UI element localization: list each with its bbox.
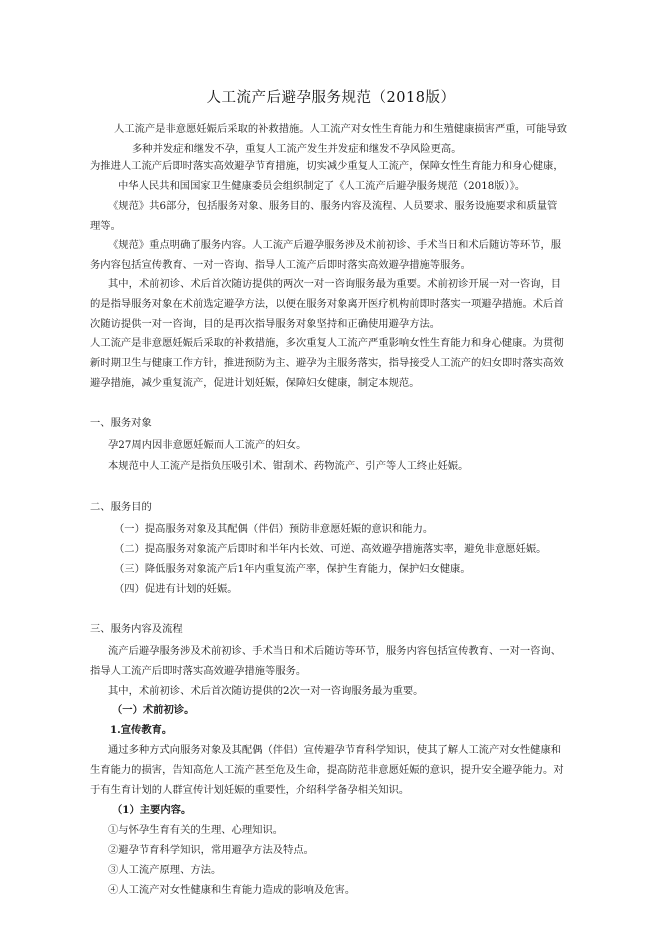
section1-line1: 孕27周内因非意愿妊娠而人工流产的妇女。 [108,439,307,451]
section3-item3: ③人工流产原理、方法。 [108,864,222,876]
intro-p2-line1: 为推进人工流产后即时落实高效避孕节育措施，切实减少重复人工流产，保障女性生育能力和身心健康， [90,160,564,172]
intro-p6-line1: 人工流产是非意愿妊娠后采取的补救措施，多次重复人工流产严重影响女性生育能力和身心健康。为贯彻 [90,337,564,349]
section3-p2: 其中，术前初诊、术后首次随访提供的2次一对一咨询服务最为重要。 [108,685,424,697]
section3-sub1: （一）术前初诊。 [112,704,195,716]
intro-p3-line1: 《规范》共6部分，包括服务对象、服务目的、服务内容及流程、人员要求、服务设施要求和质量管 [108,200,558,212]
section1-line2: 本规范中人工流产是指负压吸引术、钳刮术、药物流产、引产等人工终止妊娠。 [108,460,469,472]
intro-p2-line2: 中华人民共和国国家卫生健康委员会组织制定了《人工流产后避孕服务规范（2018版）》。 [118,180,526,192]
section3-heading: 三、服务内容及流程 [90,623,183,635]
section2-item3: （三）降低服务对象流产后1年内重复流产率，保护生育能力，保护妇女健康。 [114,563,471,575]
intro-p1-line1: 人工流产是非意愿妊娠后采取的补救措施。人工流产对女性生育能力和生殖健康损害严重，可能导致 [114,123,568,135]
section3-p3-line3: 于有生育计划的人群宣传计划妊娠的重要性，介绍科学备孕相关知识。 [90,784,410,796]
intro-p1-line2: 多种并发症和继发不孕，重复人工流产发生并发症和继发不孕风险更高。 [132,143,462,155]
section3-item2: ②避孕节育科学知识，常用避孕方法及特点。 [108,844,314,856]
section3-p3-line2: 生育能力的损害，告知高危人工流产甚至危及生命，提高防范非意愿妊娠的意识，提升安全避孕能力。对 [90,764,564,776]
section3-sub1-1: 1.宣传教育。 [110,724,173,736]
intro-p6-line2: 新时期卫生与健康工作方针，推进预防为主、避孕为主服务落实，指导接受人工流产的妇女即时落实高效 [90,357,564,369]
section1-heading: 一、服务对象 [90,417,152,429]
document-title: 人工流产后避孕服务规范（2018版） [206,90,456,106]
section2-item1: （一）提高服务对象及其配偶（伴侣）预防非意愿妊娠的意识和能力。 [114,523,434,535]
section2-item4: （四）促进有计划的妊娠。 [114,583,238,595]
intro-p3-line2: 理等。 [90,220,121,232]
section3-p1-line2: 指导人工流产后即时落实高效避孕措施等服务。 [90,665,307,677]
section3-sub-main: （1）主要内容。 [112,804,192,816]
section3-p3-line1: 通过多种方式向服务对象及其配偶（伴侣）宣传避孕节育科学知识，使其了解人工流产对女性健康和 [108,744,562,756]
section2-heading: 二、服务目的 [90,501,152,513]
section3-item1: ①与怀孕生育有关的生理、心理知识。 [108,824,284,836]
section3-p1-line1: 流产后避孕服务涉及术前初诊、手术当日和术后随访等环节，服务内容包括宣传教育、一对一咨询、 [108,645,562,657]
intro-p5-line1: 其中，术前初诊、术后首次随访提供的两次一对一咨询服务最为重要。术前初诊开展一对一咨询，目 [108,278,562,290]
intro-p6-line3: 避孕措施，减少重复流产，促进计划妊娠，保障妇女健康，制定本规范。 [90,377,420,389]
intro-p4-line2: 务内容包括宣传教育、一对一咨询、指导人工流产后即时落实高效避孕措施等服务。 [90,259,471,271]
intro-p4-line1: 《规范》重点明确了服务内容。人工流产后避孕服务涉及术前初诊、手术当日和术后随访等环节，服 [108,239,562,251]
intro-p5-line3: 次随访提供一对一咨询，目的是再次指导服务对象坚持和正确使用避孕方法。 [90,318,441,330]
section2-item2: （二）提高服务对象流产后即时和半年内长效、可逆、高效避孕措施落实率，避免非意愿妊娠。 [114,543,547,555]
intro-p5-line2: 的是指导服务对象在术前选定避孕方法，以便在服务对象离开医疗机构前即时落实一项避孕措施。术后首 [90,298,564,310]
section3-item4: ④人工流产对女性健康和生育能力造成的影响及危害。 [108,884,356,896]
